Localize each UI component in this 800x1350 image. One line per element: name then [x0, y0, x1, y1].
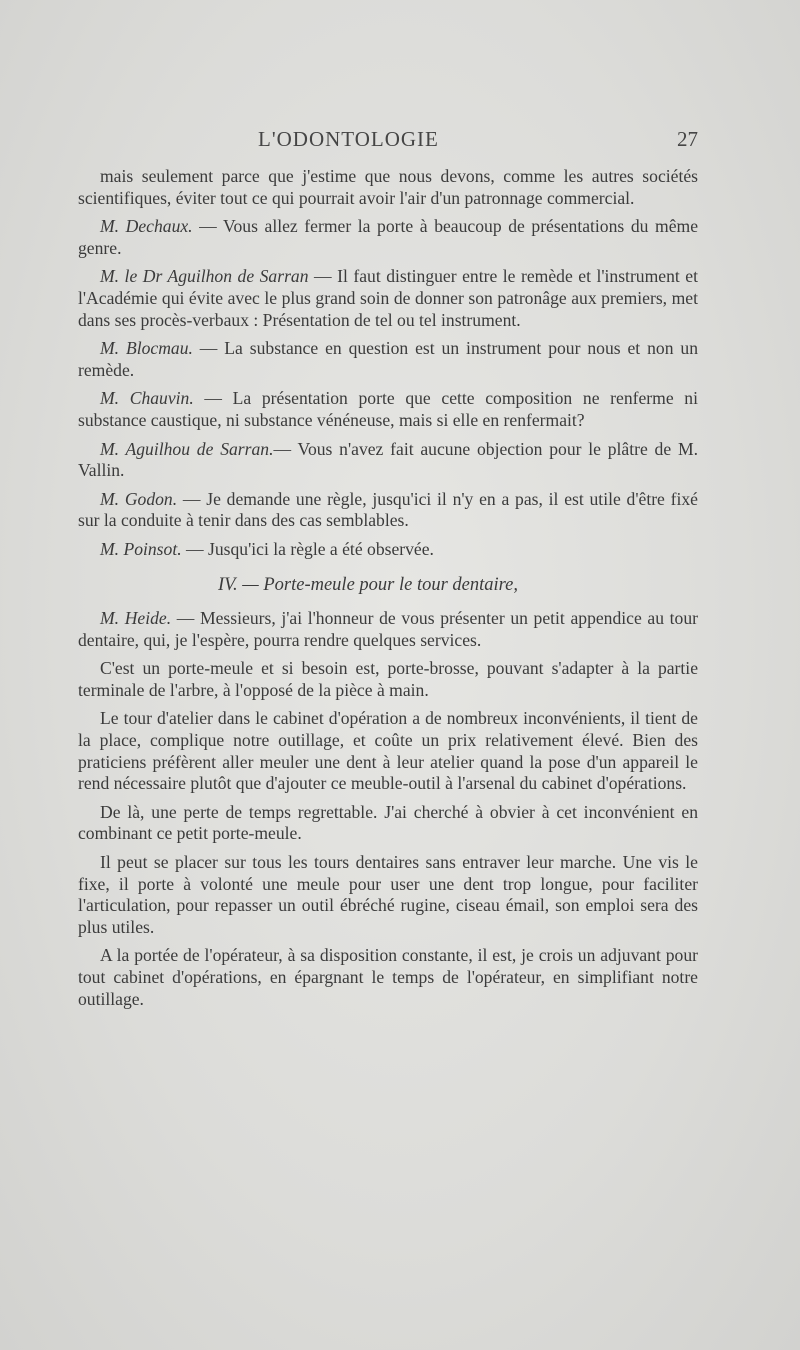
- paragraph-text: — La présentation porte que cette composition ne renferme ni substance caustique, ni substance vénéneuse, mais si elle en renfermait?: [78, 388, 698, 430]
- paragraph-text: — Vous n'avez fait aucune objection pour le plâtre de M. Vallin.: [78, 438, 698, 481]
- speaker-name: M. le Dr Aguilhon de Sarran: [100, 266, 309, 287]
- speaker-name: M. Heide.: [100, 608, 172, 629]
- paragraph-text: C'est un porte-meule et si besoin est, porte-brosse, pouvant s'adapter à la partie terminale de l'arbre, à l'opposé de la pièce à main.: [78, 658, 698, 700]
- paragraph-text: — Je demande une règle, jusqu'ici il n'y en a pas, il est utile d'être fixé sur la conduite à tenir dans des cas semblables.: [78, 488, 698, 531]
- paragraph: [78, 266, 698, 331]
- paragraph: [78, 539, 698, 561]
- paragraph-text: mais seulement parce que j'estime que nous devons, comme les autres sociétés scientifiques, éviter tout ce qui pourrait avoir l'air d'un patronnage commercial.: [78, 166, 698, 208]
- speaker-name: M. Chauvin.: [100, 388, 194, 409]
- paragraph: [78, 852, 698, 938]
- paragraph: [78, 338, 698, 381]
- paragraph: [78, 388, 698, 431]
- speaker-name: M. Blocmau.: [100, 338, 193, 359]
- paragraph: [78, 216, 698, 259]
- paragraph-text: A la portée de l'opérateur, à sa disposition constante, il est, je crois un adjuvant pour tout cabinet d'opérations, en épargnant le temps de l'opérateur, en simplifiant notre outillage.: [78, 945, 698, 1009]
- paragraph-text: — Messieurs, j'ai l'honneur de vous présenter un petit appendice au tour dentaire, qui, je l'espère, pourra rendre quelques services.: [78, 608, 698, 650]
- page-number: 27: [677, 127, 698, 151]
- paragraph-text: — Vous allez fermer la porte à beaucoup de présentations du même genre.: [78, 216, 699, 258]
- speaker-name: M. Dechaux.: [100, 216, 193, 237]
- paragraph-text: Il peut se placer sur tous les tours dentaires sans entraver leur marche. Une vis le fixe, il porte à volonté une meule pour user une dent trop longue, pour faciliter l'articulation, pour repasser un outil ébréché rugine, ciseau émail, son emploi sera des plus utiles.: [78, 852, 698, 937]
- paragraph: [78, 439, 698, 482]
- paragraph: [78, 166, 698, 209]
- running-head: [0, 127, 800, 157]
- paragraph-text: De là, une perte de temps regrettable. J'ai cherché à obvier à cet inconvénient en combinant ce petit porte-meule.: [78, 801, 698, 844]
- paragraph-text: — Jusqu'ici la règle a été observée.: [181, 538, 434, 559]
- paragraph: [78, 658, 698, 701]
- paragraph: [78, 802, 698, 845]
- journal-title: L'ODONTOLOGIE: [258, 127, 439, 151]
- paragraph: [78, 708, 698, 794]
- paragraph-text: — Il faut distinguer entre le remède et l'instrument et l'Académie qui évite avec le plus grand soin de donner son patronâge aux premiers, met dans ses procès-verbaux : Présentation de tel ou tel instrument.: [78, 266, 698, 330]
- paragraph: [78, 945, 698, 1010]
- speaker-name: M. Aguilhou de Sarran.: [100, 438, 274, 459]
- body-text: [78, 166, 698, 1017]
- paragraph: [78, 608, 698, 651]
- speaker-name: M. Godon.: [100, 488, 178, 509]
- section-heading: IV. — Porte-meule pour le tour dentaire,: [217, 574, 519, 595]
- speaker-name: M. Poinsot.: [100, 538, 182, 559]
- paragraph-text: Le tour d'atelier dans le cabinet d'opération a de nombreux inconvénients, il tient de la place, complique notre outillage, et coûte un prix relativement élevé. Bien des praticiens préfèrent aller meuler une dent à leur atelier quand la pose d'un appareil le rend nécessaire plutôt que d'ajouter ce meuble-outil à l'arsenal du cabinet d'opérations.: [78, 708, 698, 794]
- paragraph: [78, 489, 698, 532]
- paragraph-text: — La substance en question est un instrument pour nous et non un remède.: [78, 338, 698, 380]
